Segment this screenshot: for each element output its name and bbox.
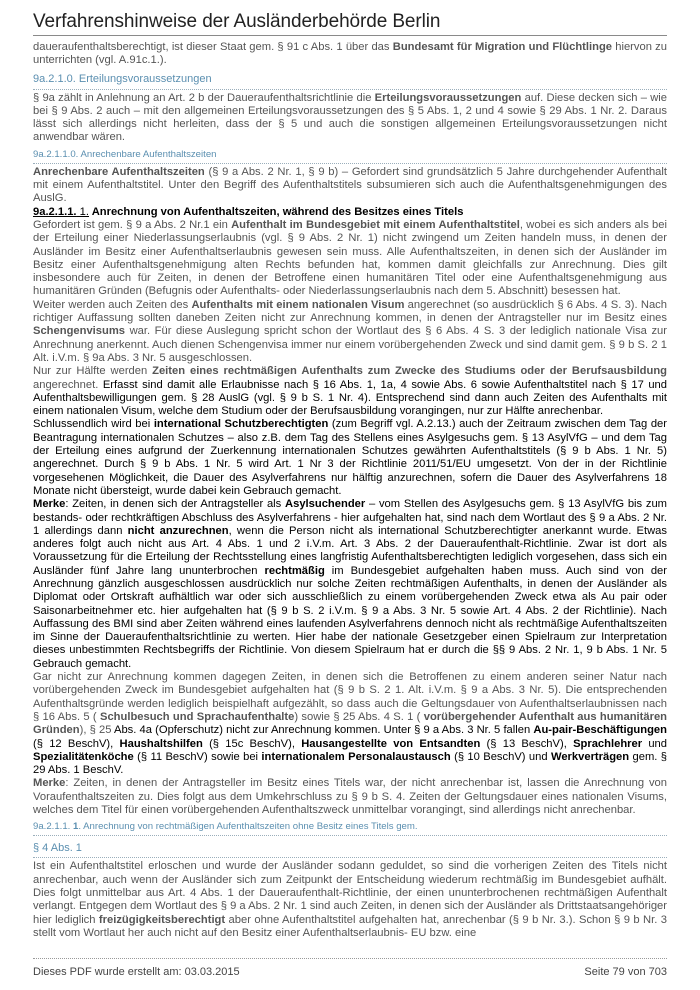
- paragraph: Schlussendlich wird bei international Schutzberechtigten (zum Begriff vgl. A.2.13.) auch der Zeitraum zwischen dem Tag der Beantragung internationalen Schutzes – also z.B. dem Tag des Stellens eines Asylgesuchs gem. § 13 AsylVfG – und dem Tag der Erteilung eines aufgrund der Zuerkennung internationalen Schutzes gewährten Aufenthaltstitels (§ 9 b Abs. 1 Nr. 5) angerechnet. Durch § 9 b Abs. 1 Nr. 5 wird Art. 1 Nr 3 der Richtlinie 2011/51/EU umgesetzt. Von der in der Richtlinie vorgesehenen Möglichkeit, die Dauer des Asylverfahrens nur hälftig anzurechnen, sofern die Dauer des Asylverfahrens 18 Monate nicht übersteigt, wurde dabei kein Gebrauch gemacht.: [33, 418, 667, 497]
- section-heading: § 4 Abs. 1: [33, 838, 667, 858]
- footer-rule: [33, 958, 667, 959]
- section-heading: 9a.2.1.1. 1. Anrechnung von rechtmäßigen Aufenthaltszeiten ohne Besitz eines Titels gem.: [33, 817, 667, 836]
- section-heading: 9a.2.1.1.0. Anrechenbare Aufenthaltszeiten: [33, 145, 667, 164]
- paragraph: § 9a zählt in Anlehnung an Art. 2 b der Daueraufenthaltsrichtlinie die Erteilungsvoraussetzungen auf. Diese decken sich – wie bei § 9 Abs. 2 auch – mit den allgemeinen Erteilungsvoraussetzungen des § 5 Abs. 1, 2 und 4 sowie § 29 Abs. 1 Nr. 2. Daraus lässt sich allerdings nicht herleiten, dass der § 5 und auch die sonstigen allgemeinen Erteilungsvoraussetzungen nicht anwendbar wären.: [33, 91, 667, 144]
- paragraph: Merke: Zeiten, in denen sich der Antragsteller als Asylsuchender – vom Stellen des Asylgesuchs gem. § 13 AsylVfG bis zum bestands- oder rechtkräftigen Abschluss des Asylverfahrens - hier aufgehalten hat, sind nach dem Wortlaut des § 9 a Abs. 2 Nr. 1 allerdings dann nicht anzurechnen, wenn die Person nicht als international Schutzberechtigter anerkannt wurde. Etwas anderes folgt auch nicht aus Art. 4 Abs. 1 und 2 i.V.m. Art. 3 Abs. 2 der Daueraufenthalt-Richtlinie. Zwar ist dort als Voraussetzung für die Erteilung der Rechtsstellung eines langfristig Aufenthaltsberechtigten lediglich vorgesehen, dass sich ein Ausländer fünf Jahre lang ununterbrochen rechtmäßig im Bundesgebiet aufgehalten haben muss. Auch sind von der Anrechnung gänzlich ausgeschlossen ausdrücklich nur solche Zeiten rechtmäßigen Aufenthalts, in denen der Ausländer als Diplomat oder Ortskraft aufhältlich war oder sich ausschließlich zu einem vorübergehenden Zweck etwa als Au pair oder Saisonarbeitnehmer etc. hier aufgehalten hat (§ 9 b S. 2 i.V.m. § 9 a Abs. 3 Nr. 5 sowie Art. 4 Abs. 2 der Richtlinie). Nach Auffassung des BMI sind aber Zeiten während eines laufenden Asylverfahrens dennoch nicht als rechtmäßige Aufenthaltszeiten im Sinne der Daueraufenthaltsrichtlinie zu werten. Hier habe der nationale Gesetzgeber einen Spielraum zur Interpretation dieses unbestimmten Rechtsbegriffs der Richtlinie. Von diesem Spielraum hat er durch die §§ 9 Abs. 2 Nr. 1, 9 b Abs. 1 Nr. 5 Gebrauch gemacht.: [33, 498, 668, 670]
- section-heading: 9a.2.1.0. Erteilungsvoraussetzungen: [33, 68, 667, 90]
- header-rule: [33, 35, 667, 36]
- paragraph: Nur zur Hälfte werden Zeiten eines rechtmäßigen Aufenthalts zum Zwecke des Studiums oder der Berufsausbildung angerechnet. Erfasst sind damit alle Erlaubnisse nach § 16 Abs. 1, 1a, 4 sowie Abs. 6 sowie Aufenthaltstitel nach § 17 und Aufenthaltsbewilligungen gem. § 28 AuslG (vgl. § 9 b S. 1 Nr. 4). Entsprechend sind dann auch Zeiten des Aufenthalts mit einem nationalen Visum, welche dem Studium oder der Berufsausbildung vorangingen, nur zur Hälfte anrechenbar.: [33, 365, 668, 418]
- paragraph: Weiter werden auch Zeiten des Aufenthalts mit einem nationalen Visum angerechnet (so ausdrücklich § 6 Abs. 4 S. 3). Nach richtiger Auffassung sollten daneben Zeiten nicht zur Anrechnung kommen, in denen der Antragsteller nur im Besitz eines Schengenvisums war. Für diese Auslegung spricht schon der Wortlaut des § 6 Abs. 4 S. 3 der lediglich nationale Visa zur Anrechnung anerkennt. Auch dienen Schengenvisa immer nur einem vorübergehenden Zweck und sind damit gem. § 9 b S. 2 1 Alt. i.V.m. § 9a Abs. 3 Nr. 5 ausgeschlossen.: [33, 298, 667, 364]
- paragraph: Gar nicht zur Anrechnung kommen dagegen Zeiten, in denen sich die Betroffenen zu einem anderen seiner Natur nach vorübergehenden Zweck im Bundesgebiet aufgehalten hat (§ 9 b S. 2 1. Alt. i.V.m. § 9 a Abs. 3 Nr. 5). Die entsprechenden Aufenthaltsgründe werden lediglich beispielhaft aufgezählt, so dass auch die Geltungsdauer von Aufenthaltserlaubnissen nach § 16 Abs. 5 ( Schulbesuch und Sprachaufenthalte) sowie § 25 Abs. 4 S. 1 ( vorübergehender Aufenthalt aus humanitären Gründen), § 25 Abs. 4a (Opferschutz) nicht zur Anrechnung kommen. Unter § 9 a Abs. 3 Nr. 5 fallen Au-pair-Beschäftigungen (§ 12 BeschV), Haushaltshilfen (§ 15c BeschV), Hausangestellte von Entsandten (§ 13 BeschV), Sprachlehrer und Spezialitätenköche (§ 11 BeschV) sowie bei internationalem Personalaustausch (§ 10 BeschV) und Werkverträgen gem. § 29 Abs. 1 BeschV.: [33, 671, 668, 777]
- page-title: Verfahrenshinweise der Ausländerbehörde Berlin: [33, 11, 441, 32]
- page: [33, 0, 667, 990]
- paragraph: Anrechenbare Aufenthaltszeiten (§ 9 a Abs. 2 Nr. 1, § 9 b) – Gefordert sind grundsätzlich 5 Jahre durchgehender Aufenthalt mit einem Aufenthaltstitel. Unter den Begriff des Aufenthaltstitels subsumieren sich auch die Aufenthaltsgenehmigungen des AuslG.: [33, 165, 667, 205]
- document-body: [33, 41, 667, 940]
- footer-created-date: Dieses PDF wurde erstellt am: 03.03.2015: [33, 966, 240, 978]
- paragraph: Ist ein Aufenthaltstitel erloschen und wurde der Ausländer sodann geduldet, so sind die vorherigen Zeiten des Titels nicht anrechenbar, auch wenn der Ausländer sich zum Zeitpunkt der Entscheidung wiederum rechtmäßig im Bundesgebiet aufhält. Dies folgt unmittelbar aus Art. 4 Abs. 1 der Daueraufenthalt-Richtlinie, der einen ununterbrochenen rechtmäßigen Aufenthalt verlangt. Entgegen dem Wortlaut des § 9 a Abs. 2 Nr. 1 sind auch Zeiten, in denen sich der Ausländer als Drittstaatsangehöriger hier lediglich freizügigkeitsberechtigt aber ohne Aufenthaltstitel aufgehalten hat, anrechenbar (§ 9 b Nr. 3.). Schon § 9 b Nr. 3 stellt vom Wortlaut her auch nicht auf den Besitz einer Aufenthaltserlaubnis- EU bzw. eine: [33, 860, 667, 939]
- footer-page-number: Seite 79 von 703: [584, 966, 667, 978]
- subheading: 9a.2.1.1. 1. Anrechnung von Aufenthaltszeiten, während des Besitzes eines Titels: [33, 205, 464, 218]
- paragraph: daueraufenthaltsberechtigt, ist dieser Staat gem. § 91 c Abs. 1 über das Bundesamt für Migration und Flüchtlinge hiervon zu unterrichten (vgl. A.91c.1.).: [33, 41, 667, 67]
- paragraph: Gefordert ist gem. § 9 a Abs. 2 Nr.1 ein Aufenthalt im Bundesgebiet mit einem Aufenthaltstitel, wobei es sich anders als bei der Erteilung einer Niederlassungserlaubnis (vgl. § 9 Abs. 2 Nr. 1) nicht zwingend um Zeiten handeln muss, in denen der Ausländer im Besitz einer Aufenthaltserlaubnis gewesen sein muss. Alle Aufenthaltszeiten, in denen sich der Ausländer im Besitz einer Aufenthaltsgenehmigung alten Rechts befunden hat, kommen damit gleichfalls zur Anrechnung. Dies gilt insbesondere auch für Zeiten, in denen der Betroffene einen humanitären Titel oder eine Aufenthaltsgenehmigung aus humanitären Gründen (Befugnis oder Aufenthalts- oder Niederlassungserlaubnis nach dem 5. Abschnitt) besessen hat.: [33, 218, 667, 298]
- paragraph: Merke: Zeiten, in denen der Antragsteller im Besitz eines Titels war, der nicht anrechenbar ist, lassen die Anrechnung von Voraufenthaltszeiten zu. Dies folgt aus dem Umkehrschluss zu § 9 b S. 4. Zeiten der Geltungsdauer eines nationalen Visums, welches dem Titel für einen vorübergehenden Aufenthaltszweck unmittelbar vorangingt, sind allerdings nicht anrechenbar.: [33, 777, 667, 817]
